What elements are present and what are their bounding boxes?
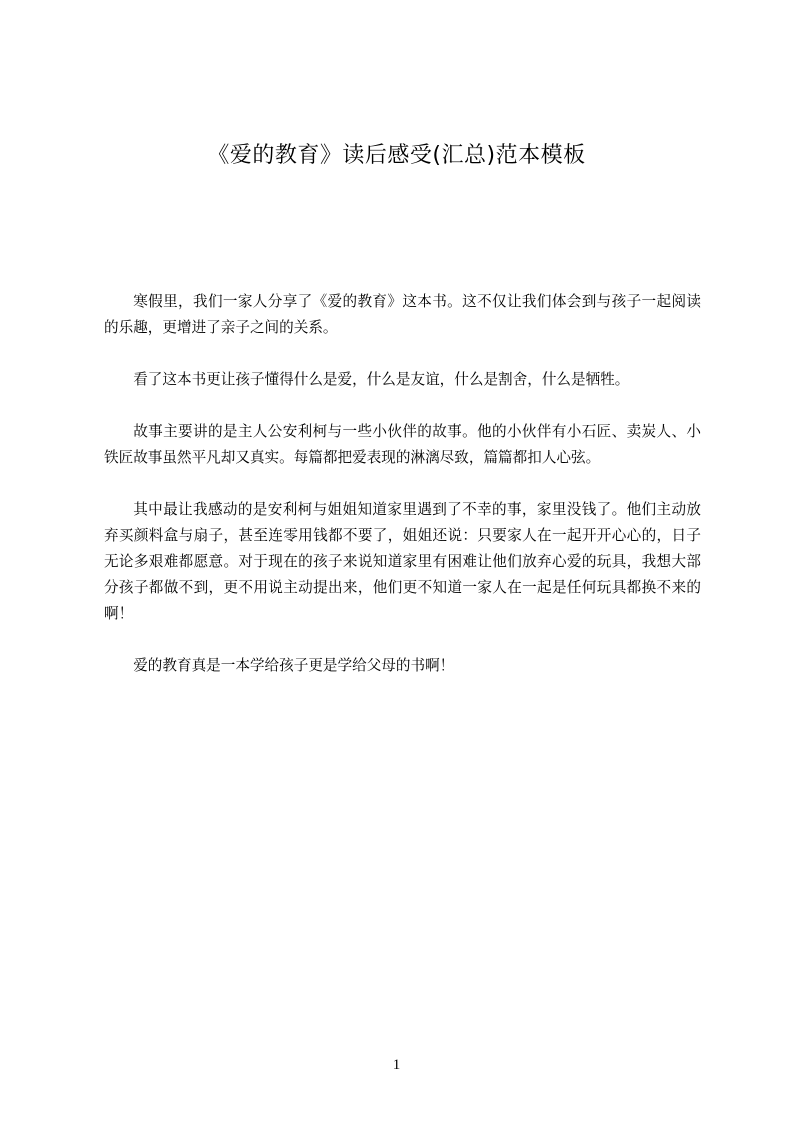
paragraph-1: 寒假里，我们一家人分享了《爱的教育》这本书。这不仅让我们体会到与孩子一起阅读的乐趣，更增进了亲子之间的关系。 <box>104 293 701 336</box>
document-body <box>104 289 701 705</box>
paragraph-3: 故事主要讲的是主人公安利柯与一些小伙伴的故事。他的小伙伴有小石匠、卖炭人、小铁匠故事虽然平凡却又真实。每篇都把爱表现的淋漓尽致，篇篇都扣人心弦。 <box>104 423 701 466</box>
paragraph-2: 看了这本书更让孩子懂得什么是爱，什么是友谊，什么是割舍，什么是牺牲。 <box>133 371 630 388</box>
paragraph-4: 其中最让我感动的是安利柯与姐姐知道家里遇到了不幸的事，家里没钱了。他们主动放弃买颜料盒与扇子，甚至连零用钱都不要了，姐姐还说：只要家人在一起开开心心的，日子无论多艰难都愿意。对于现在的孩子来说知道家里有困难让他们放弃心爱的玩具，我想大部分孩子都做不到，更不用说主动提出来，他们更不知道一家人在一起是任何玩具都换不来的啊！ <box>104 501 701 622</box>
page-number: 1 <box>392 1057 401 1073</box>
paragraph-5: 爱的教育真是一本学给孩子更是学给父母的书啊！ <box>133 657 455 674</box>
page-title: 《爱的教育》读后感受(汇总)范本模板 <box>207 143 586 168</box>
